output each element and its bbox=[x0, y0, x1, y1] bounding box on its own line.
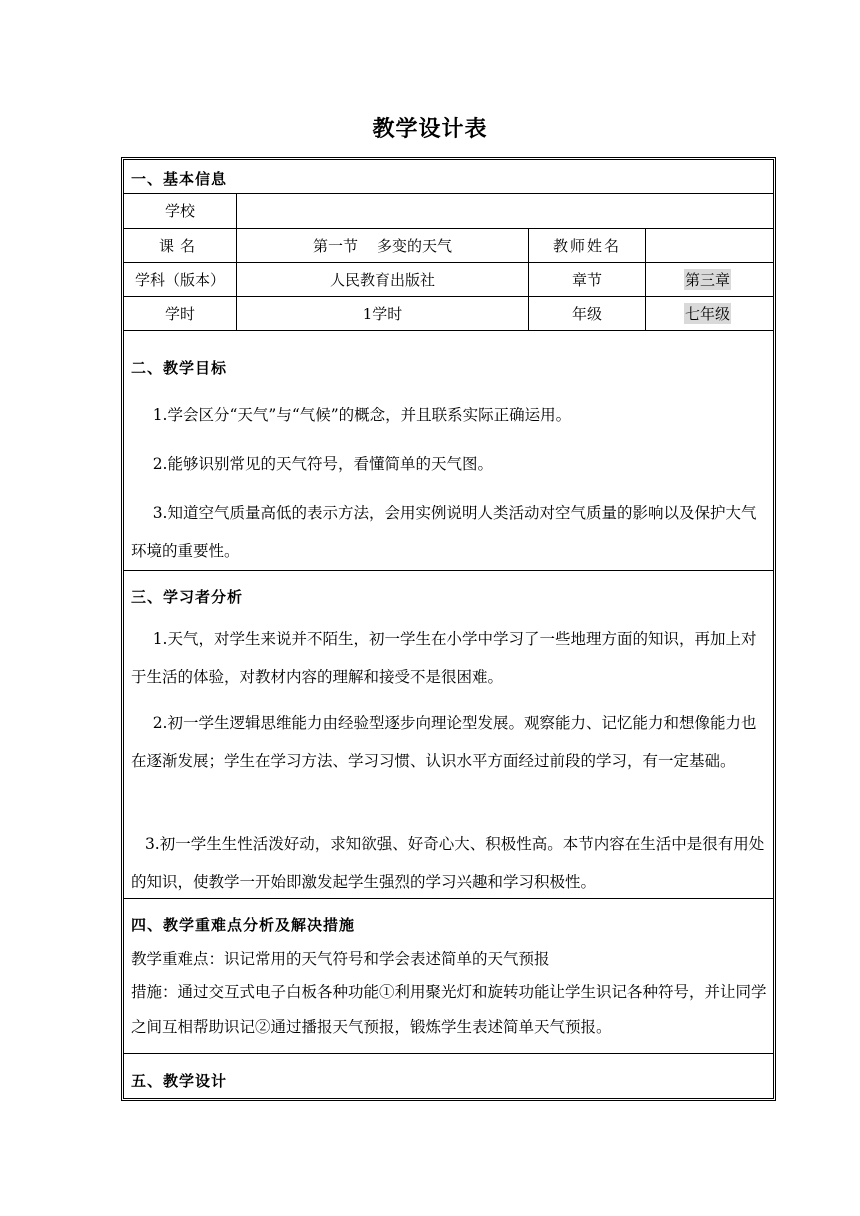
divider bbox=[124, 898, 773, 899]
learner-item: 1.天气，对学生来说并不陌生，初一学生在小学中学习了一些地理方面的知识，再加上对于生活的体验，对教材内容的理解和接受不是很困难。 bbox=[131, 630, 757, 686]
course-value: 第一节 多变的天气 bbox=[312, 236, 453, 255]
section-goals-heading: 二、教学目标 bbox=[131, 359, 228, 377]
divider bbox=[124, 330, 773, 331]
key-points-text: 教学重难点：识记常用的天气符号和学会表述简单的天气预报 bbox=[131, 950, 550, 968]
divider bbox=[124, 1053, 773, 1054]
subject-value: 人民教育出版社 bbox=[329, 270, 435, 289]
measures-text: 措施：通过交互式电子白板各种功能①利用聚光灯和旋转功能让学生识记各种符号，并让同学之间互相帮助识记②通过播报天气预报，锻炼学生表述简单天气预报。 bbox=[131, 983, 767, 1036]
hours-value: 1学时 bbox=[362, 304, 403, 323]
goal-item: 1.学会区分“天气”与“气候”的概念，并且联系实际正确运用。 bbox=[152, 406, 572, 424]
goal-item: 3.知道空气质量高低的表示方法，会用实例说明人类活动对空气质量的影响以及保护大气环境的重要性。 bbox=[131, 504, 757, 560]
section-basic-heading: 一、基本信息 bbox=[131, 170, 228, 188]
hours-label: 学时 bbox=[164, 304, 195, 323]
section-difficulties-heading: 四、教学重难点分析及解决措施 bbox=[131, 916, 356, 934]
chapter-label: 章节 bbox=[571, 270, 602, 289]
grade-label: 年级 bbox=[571, 304, 602, 323]
learner-item: 2.初一学生逻辑思维能力由经验型逐步向理论型发展。观察能力、记忆能力和想像能力也在逐渐发展；学生在学习方法、学习习惯、认识水平方面经过前段的学习，有一定基础。 bbox=[131, 714, 757, 770]
section-design-heading: 五、教学设计 bbox=[131, 1072, 228, 1090]
grade-value: 七年级 bbox=[685, 304, 731, 323]
subject-label: 学科（版本） bbox=[134, 270, 225, 289]
school-label: 学校 bbox=[164, 202, 195, 220]
course-label: 课名 bbox=[158, 236, 201, 255]
school-value[interactable] bbox=[237, 193, 773, 228]
teacher-value[interactable] bbox=[646, 228, 773, 262]
page-title: 教学设计表 bbox=[372, 117, 488, 142]
learner-item: 3.初一学生生性活泼好动，求知欲强、好奇心大、积极性高。本节内容在生活中是很有用处的知识，使教学一开始即激发起学生强烈的学习兴趣和学习积极性。 bbox=[131, 835, 765, 891]
divider bbox=[124, 570, 773, 571]
section-learners-heading: 三、学习者分析 bbox=[131, 588, 244, 606]
teacher-label: 教师姓名 bbox=[552, 236, 621, 255]
goal-item: 2.能够识别常见的天气符号，看懂简单的天气图。 bbox=[152, 455, 493, 473]
chapter-value: 第三章 bbox=[685, 270, 731, 289]
